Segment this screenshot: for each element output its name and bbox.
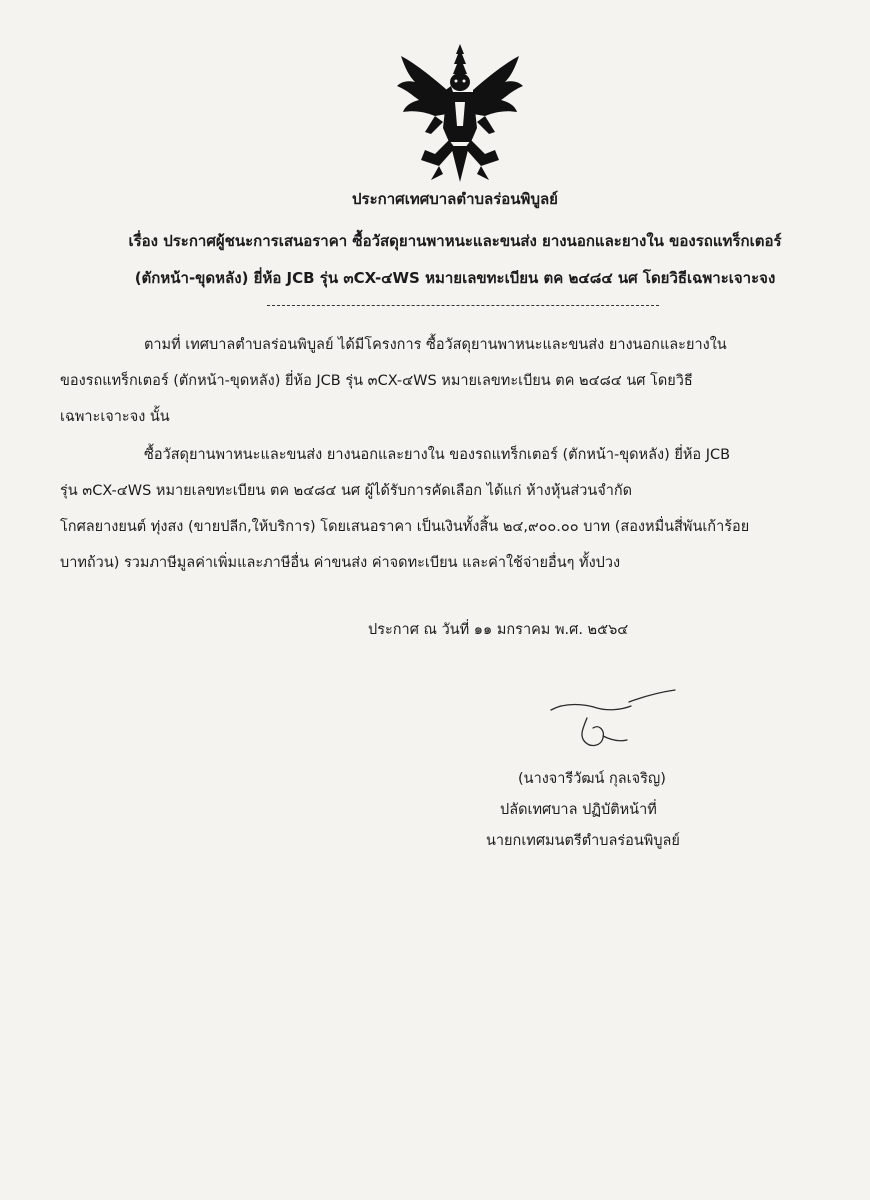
paragraph-2-line: บาทถ้วน) รวมภาษีมูลค่าเพิ่มและภาษีอื่น ค่าขนส่ง ค่าจดทะเบียน และค่าใช้จ่ายอื่นๆ ทั้งปวง	[60, 555, 621, 571]
signatory-position: ปลัดเทศบาล ปฏิบัติหน้าที่	[500, 802, 657, 818]
signatory-acting-position: นายกเทศมนตรีตำบลร่อนพิบูลย์	[486, 833, 680, 849]
subject-line-continued: (ตักหน้า-ขุดหลัง) ยี่ห้อ JCB รุ่น ๓CX-๔WS หมายเลขทะเบียน ตค ๒๔๘๔ นศ โดยวิธีเฉพาะเจาะจง	[134, 269, 776, 287]
signatory-name: (นางจารีวัฒน์ กุลเจริญ)	[518, 771, 666, 787]
paragraph-2-line: โกศลยางยนต์ ทุ่งสง (ขายปลีก,ให้บริการ) โดยเสนอราคา เป็นเงินทั้งสิ้น ๒๔,๙๐๐.๐๐ บาท (สองหมื่นสี่พันเก้าร้อย	[60, 519, 750, 535]
paragraph-1-line: ของรถแทร็กเตอร์ (ตักหน้า-ขุดหลัง) ยี่ห้อ JCB รุ่น ๓CX-๔WS หมายเลขทะเบียน ตค ๒๔๘๔ นศ โดยวิธี	[60, 373, 693, 389]
paragraph-2-line: ซื้อวัสดุยานพาหนะและขนส่ง ยางนอกและยางใน ของรถแทร็กเตอร์ (ตักหน้า-ขุดหลัง) ยี่ห้อ JCB	[144, 447, 731, 463]
announcement-date: ประกาศ ณ วันที่ ๑๑ มกราคม พ.ศ. ๒๕๖๔	[368, 622, 629, 638]
announcement-title: ประกาศเทศบาลตำบลร่อนพิบูลย์	[352, 190, 558, 208]
separator-rule	[267, 305, 659, 306]
subject-line: เรื่อง ประกาศผู้ชนะการเสนอราคา ซื้อวัสดุยานพาหนะและขนส่ง ยางนอกและยางใน ของรถแทร็กเตอร์	[128, 232, 782, 250]
garuda-emblem-icon	[395, 42, 525, 184]
paragraph-1-line: เฉพาะเจาะจง นั้น	[60, 409, 170, 425]
handwritten-signature	[545, 688, 680, 760]
paragraph-1-line: ตามที่ เทศบาลตำบลร่อนพิบูลย์ ได้มีโครงการ ซื้อวัสดุยานพาหนะและขนส่ง ยางนอกและยางใน	[144, 337, 727, 353]
paragraph-2-line: รุ่น ๓CX-๔WS หมายเลขทะเบียน ตค ๒๔๘๔ นศ ผู้ได้รับการคัดเลือก ได้แก่ ห้างหุ้นส่วนจำกัด	[60, 483, 633, 499]
